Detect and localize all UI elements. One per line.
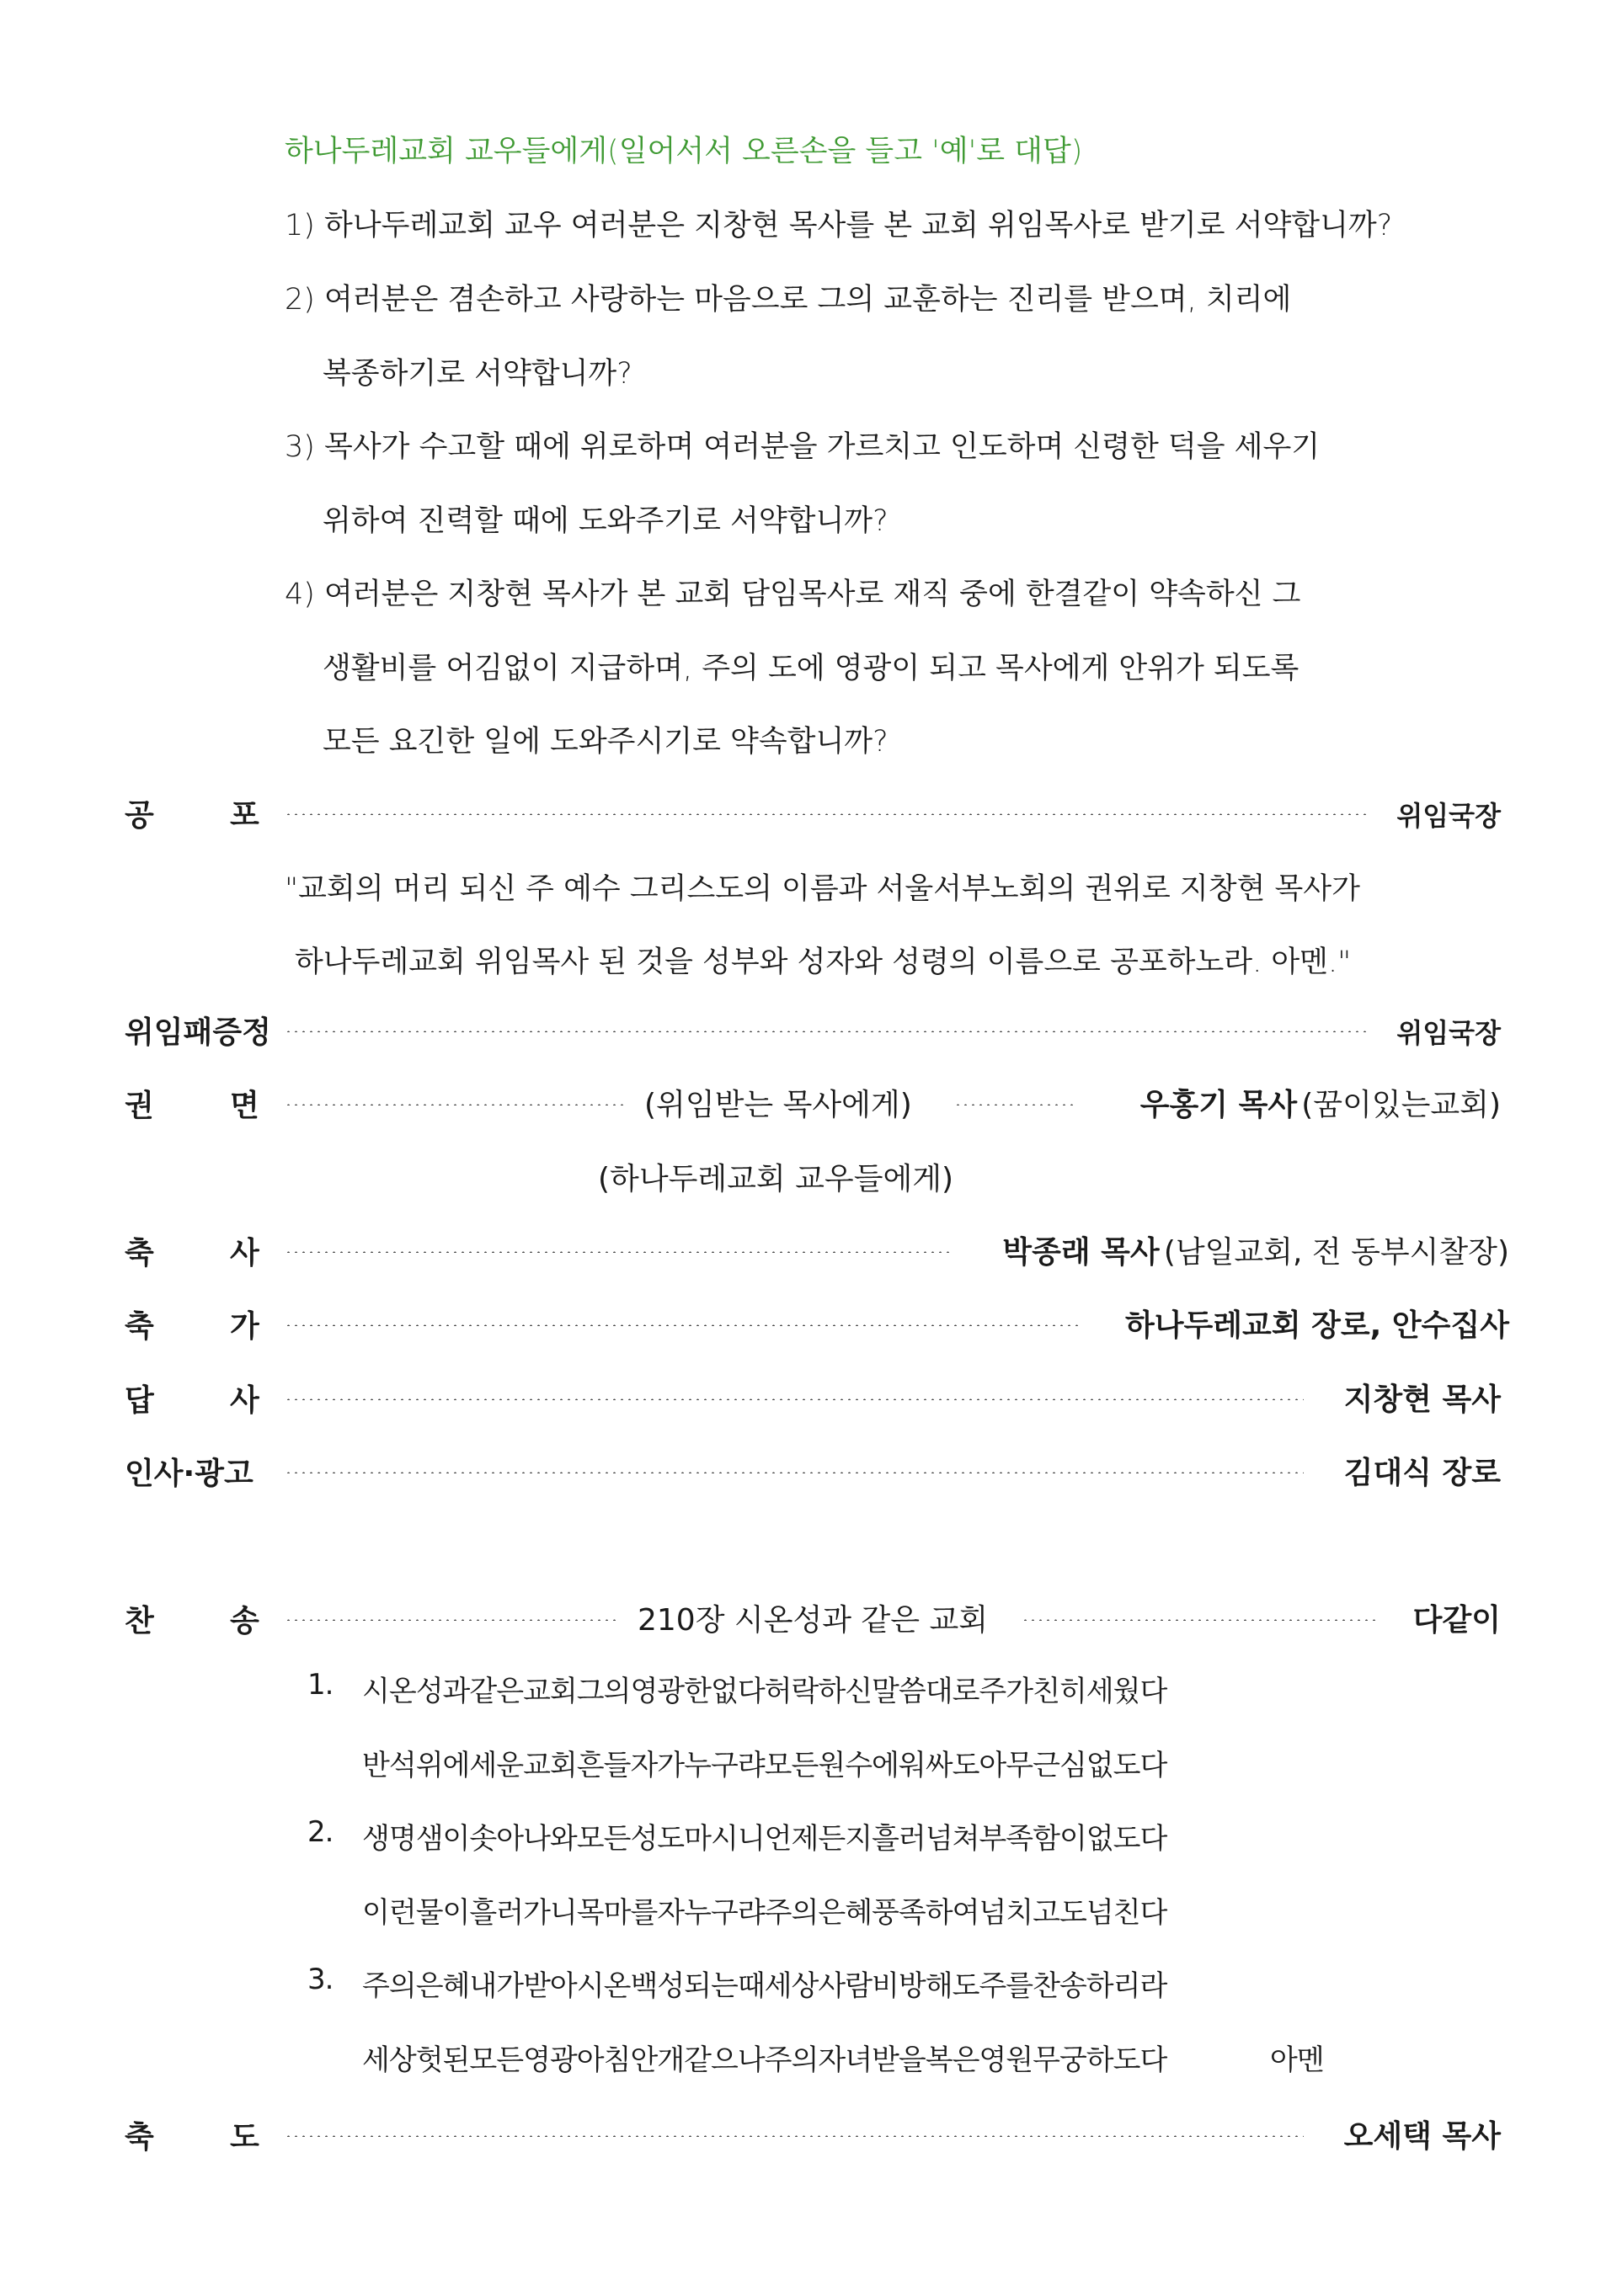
reply-speaker: 지창현 목사 (1343, 1382, 1501, 1417)
exhortation-label-b: 면 (230, 1089, 259, 1123)
vow-3a: 3) 목사가 수고할 때에 위로하며 여러분을 가르치고 인도하며 신령한 덕을 세우기 (285, 430, 1321, 464)
proclamation-text-2: 하나두레교회 위임목사 된 것을 성부와 성자와 성령의 이름으로 공포하노라. 아멘." (295, 946, 1352, 979)
announce-label: 인사·광고 (125, 1457, 253, 1491)
exhortation-leader-2 (954, 1104, 1076, 1105)
proclamation-officiant: 위임국장 (1396, 800, 1501, 832)
hymn-leader-1 (285, 1619, 617, 1621)
song-label-a: 축 (125, 1309, 154, 1344)
exhortation-leader-1 (285, 1104, 626, 1105)
verse-2-line-2: 이런물이흘러가니목마를자누구랴주의은혜풍족하여넘치고도넘친다 (362, 1896, 1167, 1930)
hymn-performers: 다같이 (1412, 1603, 1501, 1638)
reply-label-b: 사 (230, 1383, 259, 1418)
vow-2a: 2) 여러분은 겸손하고 사랑하는 마음으로 그의 교훈하는 진리를 받으며, 치리에 (285, 283, 1292, 317)
certificate-label: 위임패증정 (125, 1015, 271, 1050)
exhortation-speaker-name: 우홍기 목사 (1139, 1088, 1298, 1122)
intro-heading: 하나두레교회 교우들에게(일어서서 오른손을 들고 '예'로 대답) (285, 135, 1083, 168)
congratulation-label-b: 사 (230, 1236, 259, 1271)
congratulation-speaker-name: 박종래 목사 (1002, 1235, 1160, 1270)
song-performers: 하나두레교회 장로, 안수집사 (1124, 1308, 1509, 1343)
certificate-leader (285, 1031, 1371, 1032)
verse-1-number: 1. (307, 1668, 334, 1702)
congratulation-label-a: 축 (125, 1236, 154, 1271)
proclamation-leader (285, 813, 1371, 815)
song-leader (285, 1324, 1081, 1326)
reply-leader (285, 1398, 1304, 1400)
vow-2b: 복종하기로 서약합니까? (323, 357, 632, 391)
proclamation-text-1: "교회의 머리 되신 주 예수 그리스도의 이름과 서울서부노회의 권위로 지창현 목사가 (285, 872, 1360, 906)
certificate-officiant: 위임국장 (1396, 1017, 1501, 1049)
congratulation-speaker (1002, 1228, 1509, 1271)
exhortation-speaker-church: (꿈이있는교회) (1301, 1088, 1501, 1122)
benediction-leader (285, 2135, 1304, 2137)
vow-4c: 모든 요긴한 일에 도와주시기로 약속합니까? (323, 725, 889, 759)
vow-1: 1) 하나두레교회 교우 여러분은 지창현 목사를 본 교회 위임목사로 받기로 서약합니까? (285, 209, 1393, 242)
benediction-label-b: 도 (230, 2120, 259, 2155)
hymn-label-b: 송 (230, 1604, 259, 1638)
hymn-leader-2 (1022, 1619, 1375, 1621)
verse-1-line-1: 시온성과같은교회그의영광한없다허락하신말씀대로주가친히세웠다 (362, 1675, 1167, 1708)
verse-3-line-2: 세상헛된모든영광아침안개같으나주의자녀받을복은영원무궁하도다 (362, 2043, 1167, 2077)
announce-speaker: 김대식 장로 (1343, 1456, 1501, 1490)
hymn-title: 210장 시온성과 같은 교회 (638, 1603, 989, 1638)
vow-3b: 위하여 진력할 때에 도와주기로 서약합니까? (323, 504, 889, 538)
proclamation-label-a: 공 (125, 798, 154, 833)
verse-3-line-1: 주의은혜내가받아시온백성되는때세상사람비방해도주를찬송하리라 (362, 1969, 1167, 2003)
benediction-label-a: 축 (125, 2120, 154, 2155)
exhortation-second-target: (하나두레교회 교우들에게) (598, 1162, 954, 1196)
verse-3-amen: 아멘 (1270, 2043, 1324, 2077)
vow-4b: 생활비를 어김없이 지급하며, 주의 도에 영광이 되고 목사에게 안위가 되도록 (323, 652, 1299, 685)
song-label-b: 가 (230, 1309, 259, 1344)
hymn-label-a: 찬 (125, 1604, 154, 1638)
vow-4a: 4) 여러분은 지창현 목사가 본 교회 담임목사로 재직 중에 한결같이 약속하신 그 (285, 578, 1301, 611)
exhortation-label-a: 권 (125, 1089, 154, 1123)
announce-leader (285, 1472, 1304, 1473)
proclamation-label-b: 포 (230, 798, 259, 833)
reply-label-a: 답 (125, 1383, 154, 1418)
verse-1-line-2: 반석위에세운교회흔들자가누구랴모든원수에워싸도아무근심없도다 (362, 1749, 1167, 1782)
congratulation-speaker-church: (남일교회, 전 동부시찰장) (1163, 1235, 1509, 1270)
congratulation-leader (285, 1251, 950, 1253)
exhortation-target: (위임받는 목사에게) (644, 1088, 912, 1122)
benediction-speaker: 오세택 목사 (1343, 2119, 1501, 2154)
verse-2-line-1: 생명샘이솟아나와모든성도마시니언제든지흘러넘쳐부족함이없도다 (362, 1822, 1167, 1856)
verse-2-number: 2. (307, 1815, 334, 1849)
verse-3-number: 3. (307, 1963, 334, 1996)
exhortation-speaker (1140, 1081, 1501, 1124)
